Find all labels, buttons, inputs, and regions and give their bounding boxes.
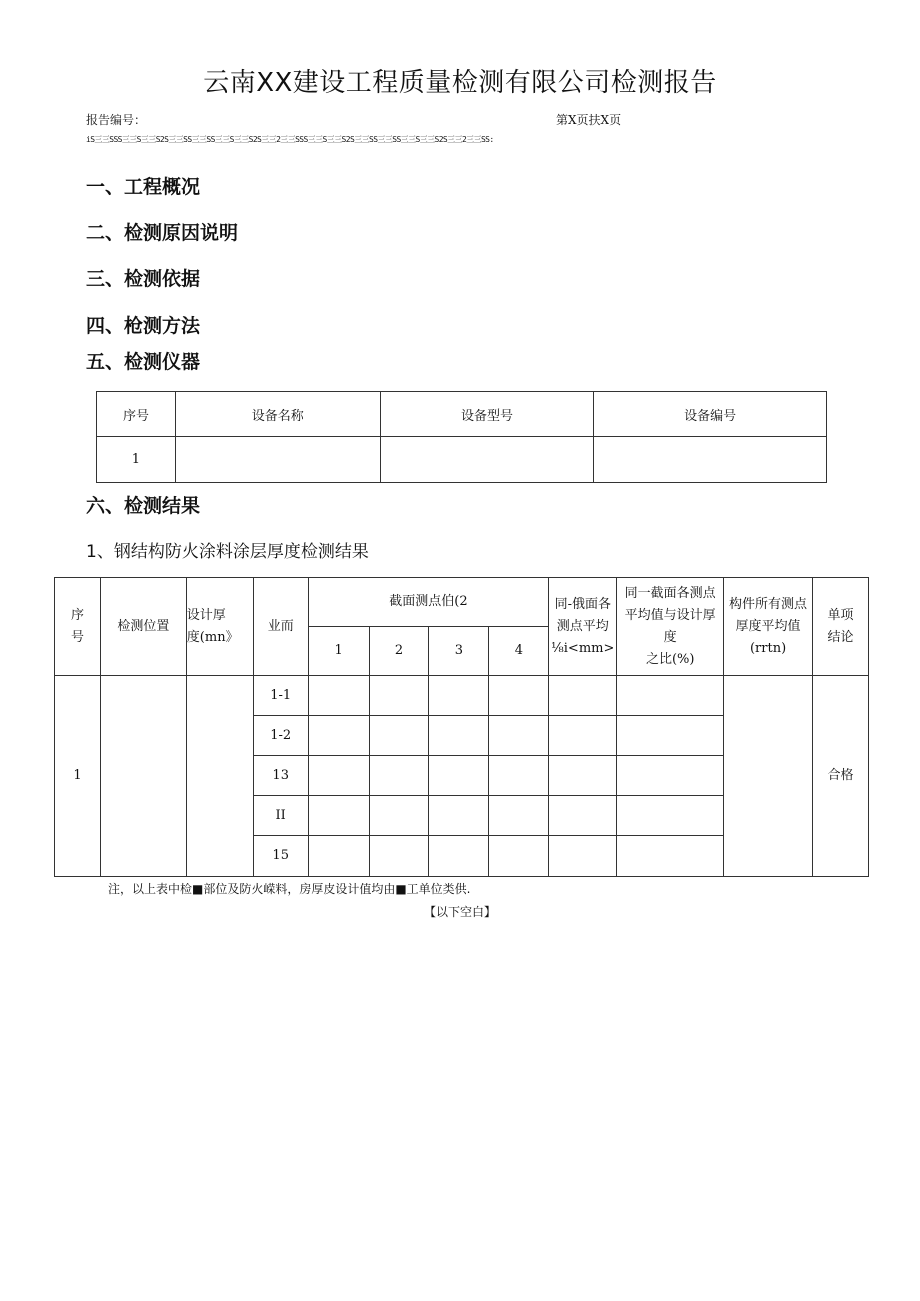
- header-section-average: 同-俄面各 测点平均 ⅛i<mm>: [549, 578, 617, 676]
- row-section-label: II: [253, 796, 308, 836]
- header-section: 业而: [253, 578, 308, 676]
- table-row: [55, 676, 869, 716]
- header-point-3: 3: [429, 627, 489, 676]
- table-row: [97, 437, 827, 483]
- thickness-results-table: [54, 577, 869, 877]
- equipment-cell-name: [175, 437, 380, 483]
- row-section-label: 13: [253, 756, 308, 796]
- equipment-table: [96, 391, 827, 483]
- header-design-thickness: 设计厚 度(mn》: [186, 578, 253, 676]
- header-member-average: 构件所有测点 厚度平均值 (rrtn): [724, 578, 813, 676]
- header-location: 检测位置: [100, 578, 186, 676]
- header-conclusion: 单项 结论: [813, 578, 869, 676]
- equipment-header-model: 设备型号: [380, 392, 594, 437]
- equipment-cell-model: [380, 437, 594, 483]
- table-note: 注，以上表中检■部位及防火嵘料，房厚皮设计值均由■工单位类供.: [108, 882, 471, 896]
- results-subtitle: 1、钢结构防火涂料涂层厚度检测结果: [86, 542, 369, 562]
- page-info: 第X页扶X页: [556, 113, 622, 127]
- blank-below-mark: 【以下空白】: [423, 905, 496, 919]
- row-section-label: 15: [253, 836, 308, 877]
- row-location: [100, 676, 186, 877]
- header-point-1: 1: [308, 627, 369, 676]
- report-number-label: 报告编号：: [86, 113, 147, 127]
- row-design-thickness: [186, 676, 253, 877]
- equipment-header-number: 设备编号: [594, 392, 827, 437]
- row-member-average: [724, 676, 813, 877]
- section-heading-basis: 三、检测依据: [86, 268, 201, 290]
- header-seq: 序 号: [55, 578, 101, 676]
- equipment-cell-seq: 1: [97, 437, 176, 483]
- header-points: 截面测点伯(2: [308, 578, 549, 627]
- section-heading-results: 六、检测结果: [86, 495, 201, 517]
- equipment-header-name: 设备名称: [175, 392, 380, 437]
- row-seq: 1: [55, 676, 101, 877]
- equipment-header-seq: 序号: [97, 392, 176, 437]
- section-heading-overview: 一、工程概况: [86, 176, 201, 198]
- row-section-label: 1-2: [253, 716, 308, 756]
- section-heading-method: 四、枪测方法: [86, 315, 201, 337]
- header-rule: iS三三SSS三三S三三S2S三三SS三三SS三三S三三S2S三三2三三SSS三三S三三S2S三三SS三三SS三三S三三S2S三三2三三SS:: [86, 135, 494, 144]
- equipment-cell-number: [594, 437, 827, 483]
- section-heading-instruments: 五、检测仪器: [86, 351, 201, 373]
- row-section-label: 1-1: [253, 676, 308, 716]
- header-point-2: 2: [369, 627, 429, 676]
- header-ratio: 同一截面各测点 平均值与设计厚 度 之比(%): [617, 578, 724, 676]
- section-heading-reason: 二、检测原因说明: [86, 222, 239, 244]
- row-conclusion: 合格: [813, 676, 869, 877]
- header-point-4: 4: [489, 627, 549, 676]
- report-title: 云南XX建设工程质量检测有限公司检测报告: [203, 68, 717, 98]
